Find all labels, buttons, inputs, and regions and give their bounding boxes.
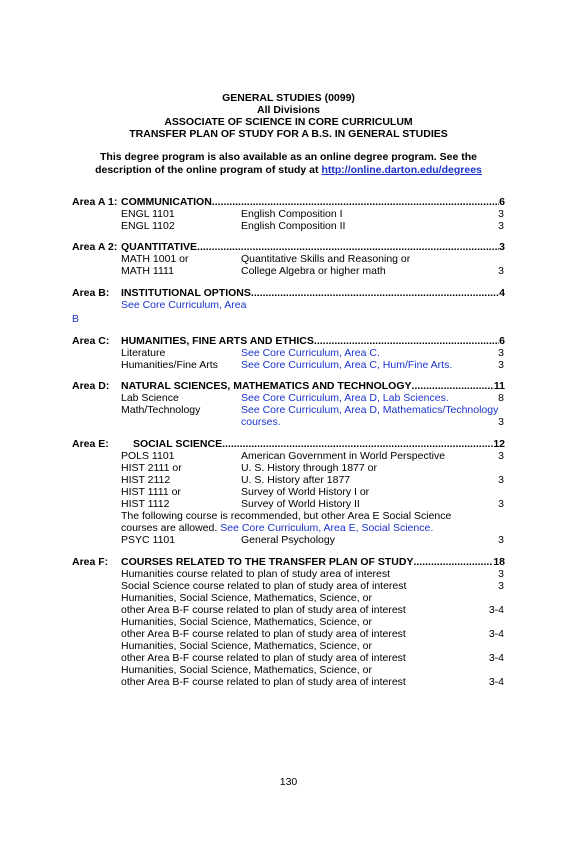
area-c-hours: 6 — [499, 335, 505, 347]
course-desc: U. S. History through 1877 or — [241, 462, 377, 474]
course-desc: U. S. History after 1877 — [241, 474, 351, 486]
course-code: Lab Science — [121, 392, 179, 404]
area-a2-heading — [121, 241, 505, 253]
intro-text: description of the online program of study at — [95, 164, 319, 176]
course-code: HIST 1111 or — [121, 486, 181, 498]
course-desc: English Composition I — [241, 208, 343, 220]
course-desc: Quantitative Skills and Reasoning or — [241, 253, 411, 265]
area-f-hours: 18 — [493, 556, 505, 568]
area-f-item: Social Science course related to plan of study area of interest — [121, 580, 407, 592]
course-hours: 8 — [498, 392, 504, 404]
course-code: ENGL 1102 — [121, 220, 175, 232]
area-f-title: COURSES RELATED TO THE TRANSFER PLAN OF STUDY — [121, 556, 414, 568]
area-f-item: Humanities, Social Science, Mathematics, Science, or — [121, 664, 372, 676]
course-code: PSYC 1101 — [121, 534, 176, 546]
course-desc: courses. — [241, 416, 281, 428]
program-title: GENERAL STUDIES (0099) — [222, 92, 355, 104]
area-f-item: other Area B-F course related to plan of study area of interest — [121, 604, 406, 616]
area-b-title: INSTITUTIONAL OPTIONS — [121, 287, 251, 299]
area-f-item: other Area B-F course related to plan of study area of interest — [121, 628, 406, 640]
area-b-label: Area B: — [72, 287, 110, 299]
course-code: MATH 1111 — [121, 265, 174, 277]
course-hours: 3 — [498, 347, 504, 359]
program-division: All Divisions — [256, 104, 320, 116]
area-f-item: Humanities, Social Science, Mathematics, Science, or — [121, 640, 372, 652]
online-degrees-link[interactable]: http://online.darton.edu/degrees — [321, 164, 482, 176]
course-hours: 3 — [498, 498, 504, 510]
course-desc: See Core Curriculum, Area C. — [241, 347, 380, 359]
area-c-heading — [121, 335, 505, 347]
area-c-title: HUMANITIES, FINE ARTS AND ETHICS — [121, 335, 314, 347]
course-code: HIST 2111 or — [121, 462, 182, 474]
course-hours: 3 — [498, 416, 504, 428]
course-code: HIST 1112 — [121, 498, 170, 510]
area-d-hours: 11 — [493, 380, 505, 392]
course-code: Literature — [121, 347, 166, 359]
area-a2-hours: 3 — [499, 241, 505, 253]
intro-line-1: This degree program is also available as an online degree program. See the — [100, 151, 477, 163]
plan-title: TRANSFER PLAN OF STUDY FOR A B.S. IN GENERAL STUDIES — [129, 128, 448, 140]
area-a1-title: COMMUNICATION — [121, 196, 212, 208]
area-e-heading — [133, 438, 505, 450]
course-code: Humanities/Fine Arts — [121, 359, 218, 371]
area-a2-label: Area A 2: — [72, 241, 118, 253]
area-e-hours: 12 — [493, 438, 505, 450]
course-hours: 3-4 — [488, 604, 504, 616]
area-f-label: Area F: — [72, 556, 109, 568]
area-b-heading — [121, 287, 505, 299]
degree-title: ASSOCIATE OF SCIENCE IN CORE CURRICULUM — [164, 116, 413, 128]
course-desc: See Core Curriculum, Area D, Mathematics/Technology — [241, 404, 499, 416]
course-hours: 3 — [498, 534, 504, 546]
course-hours: 3-4 — [488, 628, 504, 640]
area-f-item: Humanities, Social Science, Mathematics, Science, or — [121, 592, 372, 604]
intro-line-2 — [60, 164, 517, 177]
course-hours: 3 — [498, 450, 504, 462]
course-desc: See Core Curriculum, Area C, Hum/Fine Arts. — [241, 359, 453, 371]
course-code: Math/Technology — [121, 404, 201, 416]
area-e-label: Area E: — [72, 438, 109, 450]
course-hours: 3 — [498, 580, 504, 592]
course-hours: 3 — [498, 220, 504, 232]
area-e-note-text: courses are allowed. — [121, 522, 218, 534]
course-hours: 3-4 — [488, 652, 504, 664]
area-c-label: Area C: — [72, 335, 110, 347]
area-b-hours: 4 — [499, 287, 505, 299]
area-d-heading — [121, 380, 505, 392]
area-b-note: See Core Curriculum, Area — [121, 299, 247, 311]
area-f-heading — [121, 556, 505, 568]
course-desc: See Core Curriculum, Area D, Lab Sciences. — [241, 392, 449, 404]
area-e-note: The following course is recommended, but other Area E Social Science — [121, 510, 452, 522]
area-a2-title: QUANTITATIVE — [121, 241, 198, 253]
area-a1-hours: 6 — [499, 196, 505, 208]
course-code: POLS 1101 — [121, 450, 175, 462]
course-desc: College Algebra or higher math — [241, 265, 386, 277]
course-desc: General Psychology — [241, 534, 335, 546]
course-code: HIST 2112 — [121, 474, 171, 486]
area-f-item: Humanities course related to plan of study area of interest — [121, 568, 391, 580]
course-hours: 3 — [498, 568, 504, 580]
course-desc: Survey of World History II — [241, 498, 360, 510]
course-hours: 3-4 — [488, 676, 504, 688]
area-e-title: SOCIAL SCIENCE — [133, 438, 223, 450]
course-desc: Survey of World History I or — [241, 486, 370, 498]
area-e-note-line2 — [121, 522, 433, 534]
course-desc: American Government in World Perspective — [241, 450, 446, 462]
area-b-note-cont: B — [72, 313, 80, 325]
area-d-label: Area D: — [72, 380, 110, 392]
area-f-item: other Area B-F course related to plan of study area of interest — [121, 652, 406, 664]
course-hours: 3 — [498, 474, 504, 486]
course-desc: English Composition II — [241, 220, 346, 232]
area-a1-label: Area A 1: — [72, 196, 118, 208]
area-a1-heading — [121, 196, 505, 208]
course-hours: 3 — [498, 208, 504, 220]
area-e-note-ref: See Core Curriculum, Area E, Social Science. — [220, 522, 434, 534]
course-code: ENGL 1101 — [121, 208, 175, 220]
page-number: 130 — [279, 776, 298, 788]
course-hours: 3 — [498, 265, 504, 277]
area-f-item: Humanities, Social Science, Mathematics, Science, or — [121, 616, 372, 628]
course-code: MATH 1001 or — [121, 253, 189, 265]
area-d-title: NATURAL SCIENCES, MATHEMATICS AND TECHNOLOGY — [121, 380, 412, 392]
area-f-item: other Area B-F course related to plan of study area of interest — [121, 676, 406, 688]
course-hours: 3 — [498, 359, 504, 371]
